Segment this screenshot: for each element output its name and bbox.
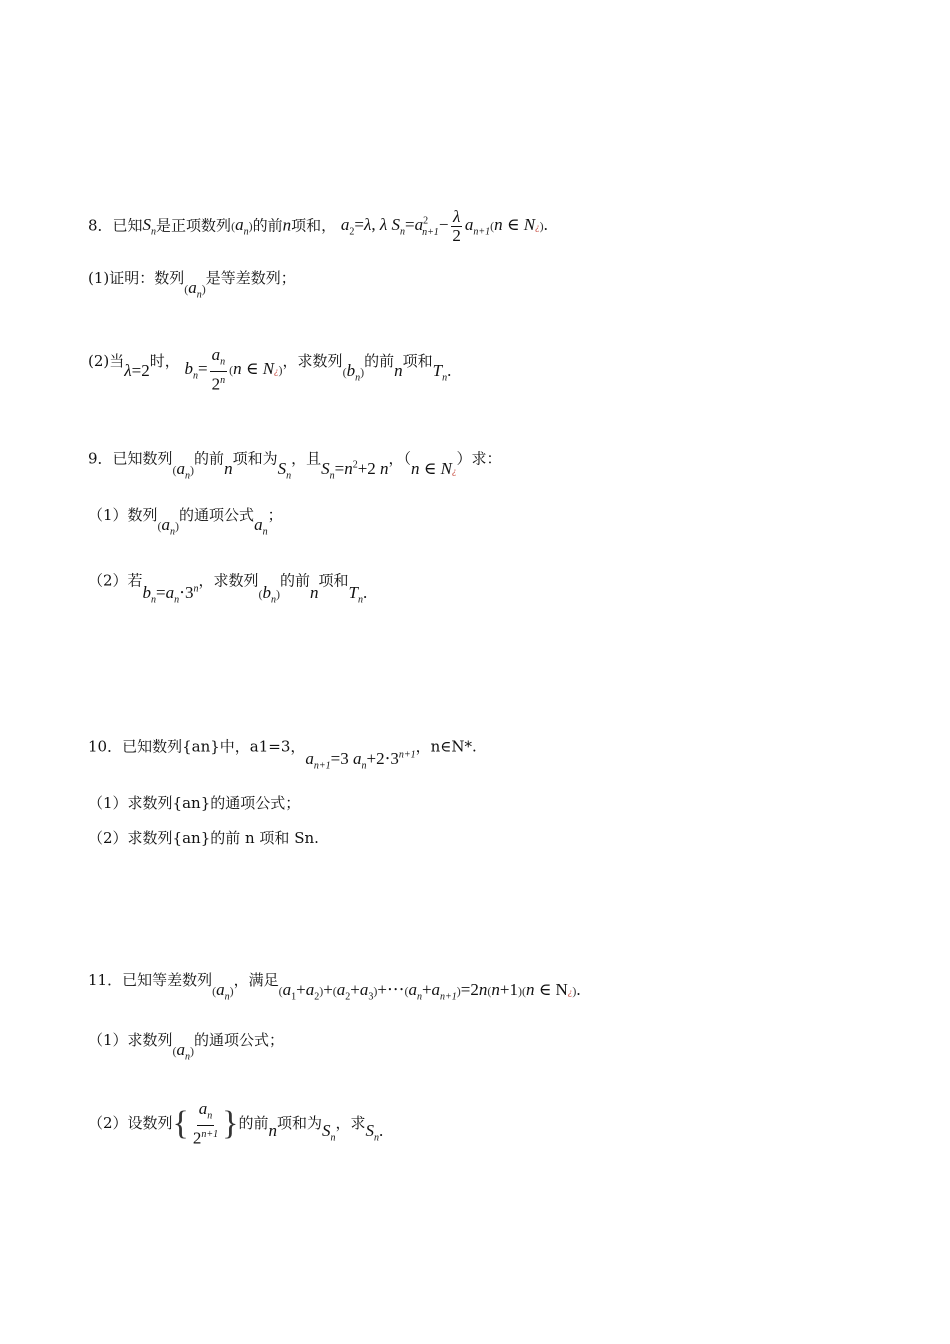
math-tn: $T_n$. <box>432 360 452 384</box>
q9-part2-b: ，求数列 <box>198 571 259 590</box>
q9-stem-c: 项和为 <box>232 449 278 468</box>
math-fraction-set: { $\frac{a_n}{2^{n+1}}$ } <box>172 1099 239 1149</box>
math-q11-condition: $(a_1+a_2)+(a_2+a_3)+\cdot\cdot\cdot(a_n+a_{n+1})=2n(n+1)(n$ ∈ N¿). <box>278 980 581 1003</box>
q11-stem-b: ，满足 <box>233 971 279 989</box>
q9-stem-a: 9．已知数列 <box>88 449 173 468</box>
q11-stem <box>88 970 581 1003</box>
math-n: n <box>282 215 292 235</box>
q11-part2-b: 的前 <box>238 1113 269 1132</box>
q9-stem-b: 的前 <box>194 449 225 468</box>
q11-part1-text: （1）求数列 <box>88 1031 173 1049</box>
q9-part1 <box>88 505 283 538</box>
q8-part2 <box>88 338 452 395</box>
q8-part2-e: 项和 <box>402 351 433 370</box>
q8-stem-a: 8．已知 <box>88 216 143 235</box>
math-an-set: $(a_n)$ <box>172 1040 195 1063</box>
q10-part2: （2）求数列{an}的前 n 项和 Sn. <box>88 829 319 847</box>
math-n-in-n: n ∈ N¿ <box>411 458 457 478</box>
math-recurrence: $a_{n+1}=3$ $a_n+2\cdot 3^{n+1}$ <box>305 748 416 772</box>
math-n: n <box>310 582 319 602</box>
q9-part2 <box>88 567 368 606</box>
math-q8-condition: $a_2=\lambda$, λ $S_n=a^2_{n+1}-$ $\frac{\lambda}{2}$ $a_{n+1}(n$ ∈ N¿). <box>340 207 548 245</box>
q8-stem-d: 项和， <box>291 216 337 235</box>
q9-part1-b: 的通项公式 <box>179 506 255 524</box>
math-an-set: $(a_n)$ <box>157 515 180 538</box>
q11-part1-b: 的通项公式； <box>194 1031 285 1049</box>
math-an-set: $(a_n)$ <box>212 980 234 1003</box>
q8-part2-b: 时， <box>149 351 180 370</box>
q9-stem-d: ，且 <box>291 449 322 468</box>
q10-stem <box>88 733 477 772</box>
q11-part1 <box>88 1030 285 1063</box>
q8-part1-text: (1)证明：数列 <box>88 269 185 287</box>
math-bn-def: $b_n=$ $\frac{a_n}{2^n}$ (n ∈ N¿) <box>184 345 283 395</box>
q9-stem-e: ，（ <box>388 449 412 468</box>
math-sn: $S_n$ <box>321 1120 336 1144</box>
math-bn-set: $(b_n)$ <box>342 360 365 384</box>
q9-part2-a: （2）若 <box>88 571 143 590</box>
q8-stem <box>88 208 548 245</box>
math-sn: $S_n$ <box>277 458 292 482</box>
q9-stem <box>88 445 502 482</box>
math-bn-set: $(b_n)$ <box>258 582 280 606</box>
math-sn-def: $S_n=n^2+2$ n <box>321 458 389 482</box>
math-n: n <box>224 458 233 478</box>
math-lambda-2: λ=2 <box>124 360 150 380</box>
q8-part1-end: 是等差数列； <box>205 269 296 287</box>
math-an-set: $(a_n)$ <box>172 458 195 482</box>
q11-part2-d: ，求 <box>335 1113 366 1132</box>
math-an: $a_n$ <box>254 515 268 538</box>
q10-stem-a: 10．已知数列{an}中，a1=3， <box>88 737 306 756</box>
q8-part2-c: ，求数列 <box>282 351 343 370</box>
math-bn-def: $b_n=a_n\cdot 3^n$ <box>142 582 199 606</box>
math-tn: $T_n$. <box>348 582 368 606</box>
math-an-set: $(a_n)$ <box>231 215 253 238</box>
math-n: n <box>268 1120 277 1140</box>
q11-part2 <box>88 1100 383 1148</box>
q8-stem-c: 的前 <box>252 216 283 235</box>
q9-part2-d: 项和 <box>318 571 349 590</box>
q8-part1 <box>88 268 296 301</box>
math-n: n <box>394 360 403 380</box>
math-sn: $S_n$. <box>365 1120 384 1144</box>
q8-part2-a: (2)当 <box>88 351 125 370</box>
q11-part2-a: （2）设数列 <box>88 1113 173 1132</box>
q9-stem-f: ）求： <box>456 449 502 468</box>
math-an-set: $(a_n)$ <box>184 278 206 301</box>
q8-stem-b: 是正项数列 <box>156 216 232 235</box>
q10-part1: （1）求数列{an}的通项公式； <box>88 794 301 812</box>
math-sn: $S_n$ <box>142 215 157 238</box>
q9-part2-c: 的前 <box>279 571 310 590</box>
semicolon: ； <box>267 506 283 524</box>
q11-part2-c: 项和为 <box>276 1113 322 1132</box>
q10-stem-b: ，n∈N*. <box>415 737 477 756</box>
q8-part2-d: 的前 <box>364 351 395 370</box>
q9-part1-text: （1）数列 <box>88 506 158 524</box>
q11-stem-a: 11．已知等差数列 <box>88 971 213 989</box>
